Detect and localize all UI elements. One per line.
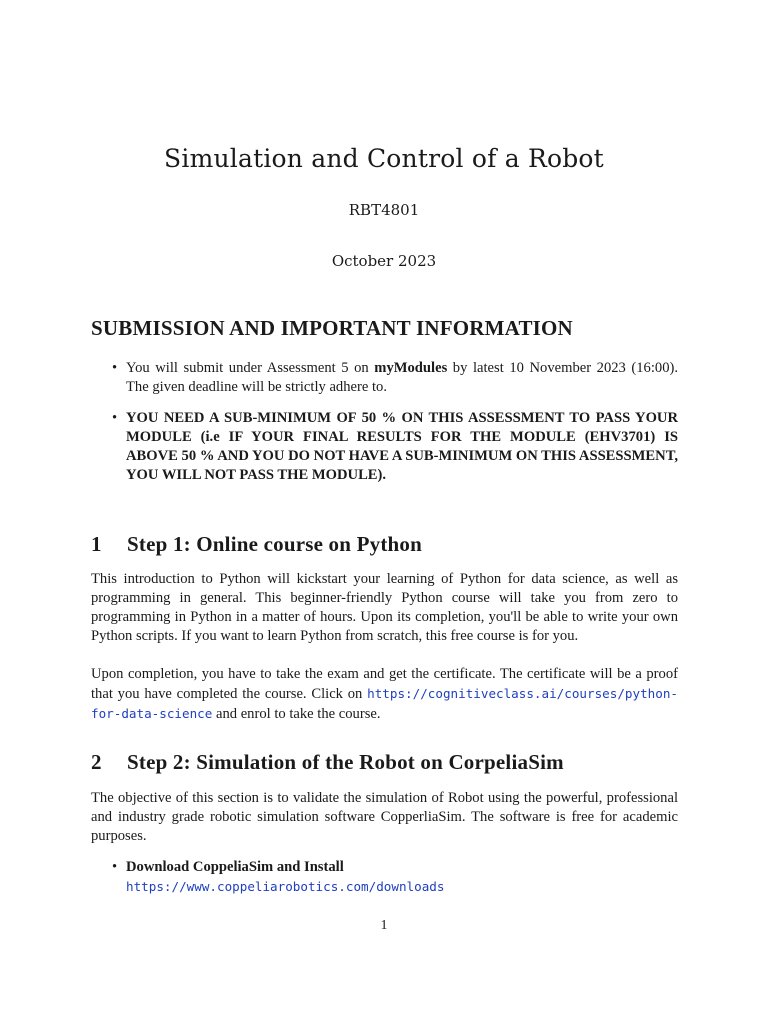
document-date: October 2023 (331, 252, 437, 270)
submission-bullet-deadline (108, 359, 678, 397)
deadline-text-part1: You will submit under Assessment 5 on (126, 360, 375, 376)
section-1-paragraph-2 (91, 665, 678, 724)
course-code: RBT4801 (348, 201, 420, 219)
section-2-heading (91, 750, 564, 775)
bullet-dot-icon: • (112, 410, 118, 426)
section-1-title: Step 1: Online course on Python (127, 532, 422, 556)
section-1-number: 1 (91, 532, 102, 556)
bullet-dot-icon: • (112, 859, 118, 875)
section-2-bullets (108, 858, 678, 897)
mymodules-label: myModules (374, 360, 448, 376)
section-1-heading (91, 532, 422, 557)
section-1-paragraph-1: This introduction to Python will kickstart your learning of Python for data science, as well as programming in general. This beginner-friendly Python course will take you from zero to programming in Python in a matter of hours. Upon its completion, you'll be able to write your own Python scripts. If you want to learn Python from scratch, this free course is for you. (91, 571, 678, 644)
submission-bullet-subminimum (108, 409, 678, 485)
section-2-number: 2 (91, 750, 102, 774)
deadline-text-part2: by latest 10 November 2023 (16:00). The given deadline will be strictly adhere to. (126, 360, 679, 395)
document-title: Simulation and Control of a Robot (164, 144, 604, 173)
coppeliasim-download-link[interactable]: https://www.coppeliarobotics.com/downloads (126, 879, 445, 894)
submission-bullets (108, 359, 678, 485)
section-1-para2-after: and enrol to take the course. (212, 706, 381, 722)
submission-heading: SUBMISSION AND IMPORTANT INFORMATION (91, 316, 573, 340)
python-course-link[interactable]: https://cognitiveclass.ai/courses/python-for-data-science (91, 686, 678, 721)
download-label: Download CoppeliaSim and Install (126, 859, 344, 875)
page-number: 1 (380, 918, 388, 933)
bullet-dot-icon: • (112, 360, 118, 376)
section-2-title: Step 2: Simulation of the Robot on CorpeliaSim (127, 750, 564, 774)
section-2-paragraph-1: The objective of this section is to validate the simulation of Robot using the powerful, professional and industry grade robotic simulation software CopperliaSim. The software is free for academic purposes. (91, 790, 678, 844)
download-bullet (108, 858, 678, 897)
subminimum-text: YOU NEED A SUB-MINIMUM OF 50 % ON THIS ASSESSMENT TO PASS YOUR MODULE (i.e IF YOUR FINAL RESULTS FOR THE MODULE (EHV3701) IS ABOVE 50 % AND YOU DO NOT HAVE A SUB-MINIMUM ON THIS ASSESSMENT, YOU WILL NOT PASS THE MODULE). (126, 410, 678, 483)
section-1-para2-before: Upon completion, you have to take the exam and get the certificate. The certificate will be a proof that you have completed the course. Click on (91, 666, 678, 702)
